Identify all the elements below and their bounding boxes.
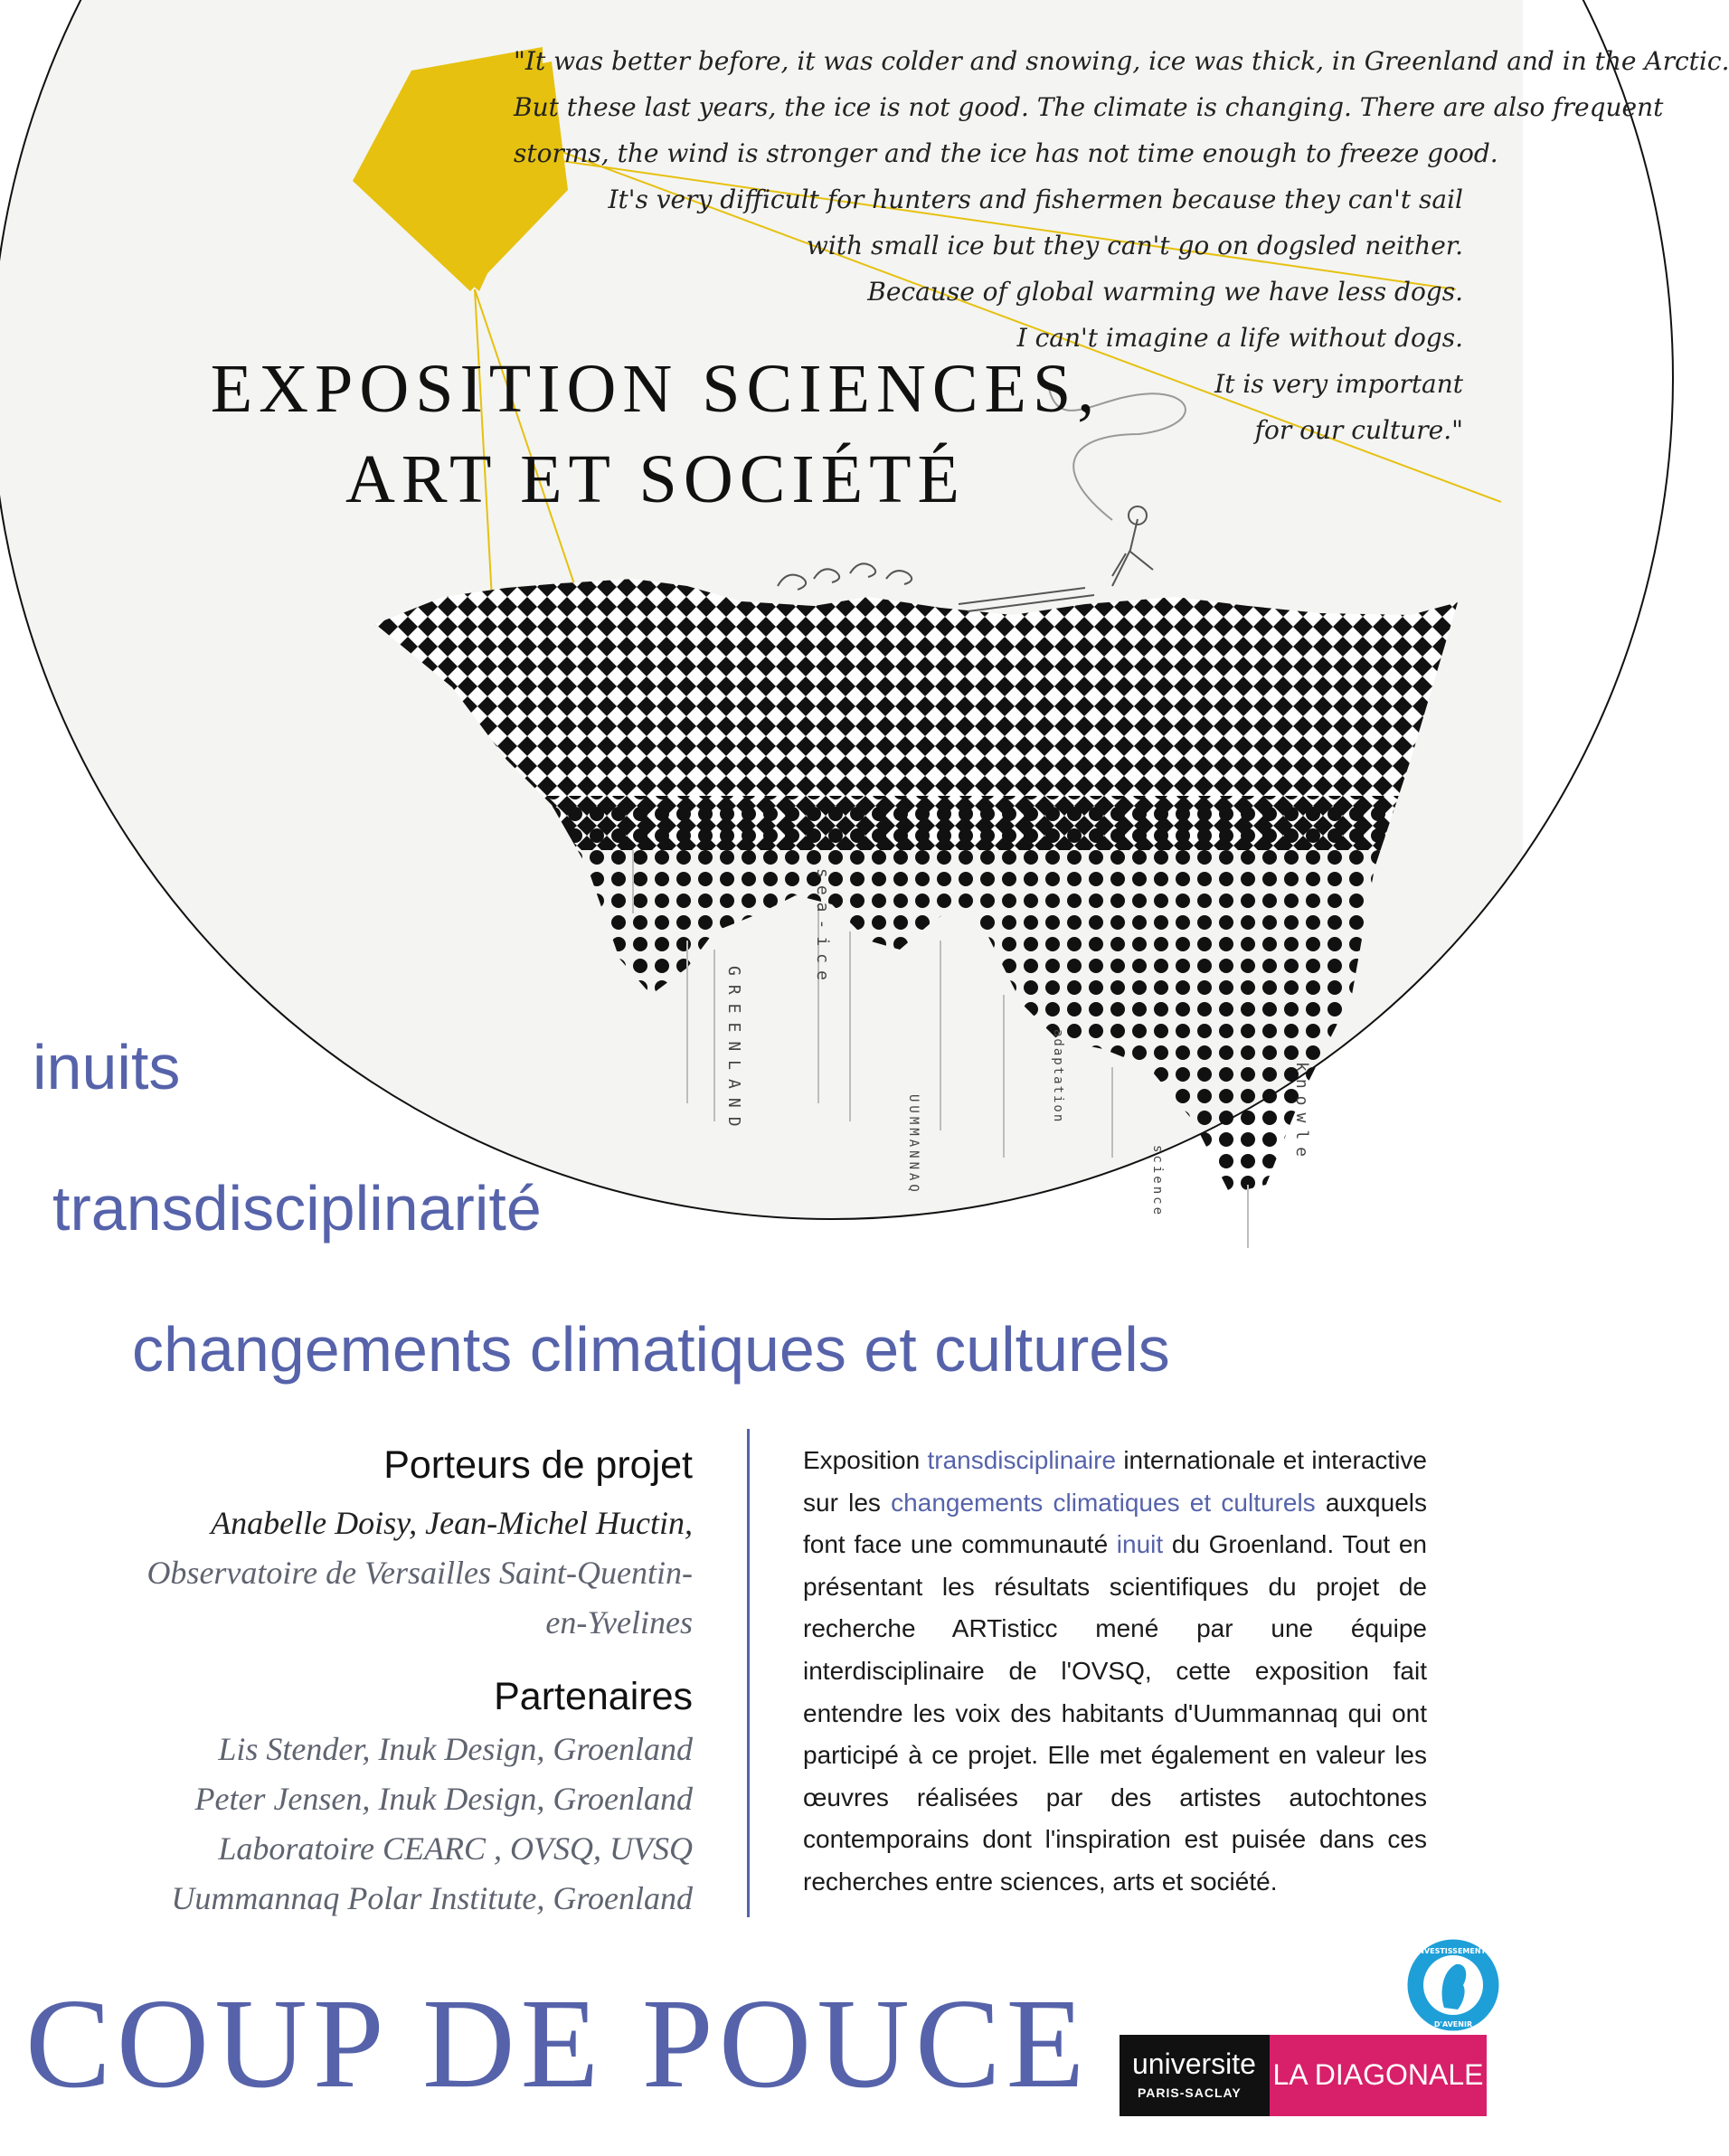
label-sea-ice: sea-ice bbox=[813, 868, 832, 988]
porteurs-org-line1: Observatoire de Versailles Saint-Quentin- bbox=[146, 1555, 693, 1591]
label-science: science bbox=[1150, 1145, 1165, 1218]
keyword-inuits: inuits bbox=[33, 1032, 181, 1102]
quote-line: storms, the wind is stronger and the ice has not time enough to freeze good. bbox=[514, 138, 1498, 168]
universite-paris-saclay-logo bbox=[1120, 2035, 1270, 2116]
universite-text: universite bbox=[1132, 2047, 1256, 2080]
description-paragraph bbox=[803, 1440, 1427, 1904]
quote-line: It's very difficult for hunters and fishermen because they can't sail bbox=[608, 184, 1463, 214]
label-uummannaq: UUMMANNAQ bbox=[906, 1094, 921, 1196]
diagonale-text: LA DIAGONALE bbox=[1272, 2058, 1484, 2091]
porteurs-names: Anabelle Doisy, Jean-Michel Huctin, bbox=[211, 1505, 693, 1541]
partenaire-item: Uummannaq Polar Institute, Groenland bbox=[171, 1880, 693, 1916]
porteurs-heading: Porteurs de projet bbox=[383, 1443, 693, 1487]
quote-line: But these last years, the ice is not good. The climate is changing. There are also frequent bbox=[514, 92, 1664, 122]
keyword-transdisciplinarite: transdisciplinarité bbox=[52, 1173, 542, 1243]
desc-text: du Groenland. Tout en présentant les résultats scientifiques du projet de recherche ARTisticc mené par une équipe interdisciplinaire de l'OVSQ, cette exposition fait entendre les voix des habitants d'Uummannaq qui ont participé à ce projet. Elle met également en valeur les œuvres réalisées par des artistes autochtones contemporains dont l'inspiration est puisée dans ces recherches entre sciences, arts et société. bbox=[803, 1530, 1427, 1896]
column-divider bbox=[747, 1429, 750, 1917]
quote-line: for our culture." bbox=[1254, 415, 1463, 445]
partenaires-section bbox=[42, 1675, 693, 1924]
keyword-changements: changements climatiques et culturels bbox=[132, 1314, 1170, 1385]
label-adaptation: adaptation bbox=[1051, 1029, 1065, 1124]
label-knowle: knowle bbox=[1292, 1062, 1311, 1165]
title-line-1: EXPOSITION SCIENCES, bbox=[210, 351, 1101, 427]
porteurs-org-line2: en-Yvelines bbox=[545, 1604, 693, 1641]
la-diagonale-logo bbox=[1270, 2035, 1487, 2116]
partenaires-heading: Partenaires bbox=[494, 1675, 693, 1718]
desc-text: internationale et interactive sur les bbox=[803, 1446, 1427, 1517]
ia-top-text: INVESTISSEMENTS bbox=[1415, 1947, 1491, 1955]
quote-line: It is very important bbox=[1214, 369, 1463, 399]
label-greenland: GREENLAND bbox=[724, 966, 743, 1136]
quote-line: Because of global warming we have less dogs. bbox=[867, 277, 1463, 307]
desc-highlight-transdisciplinaire: transdisciplinaire bbox=[927, 1446, 1117, 1474]
quote-line: I can't imagine a life without dogs. bbox=[1016, 323, 1463, 353]
quote-line: with small ice but they can't go on dogsled neither. bbox=[806, 231, 1463, 260]
title-line-2: ART ET SOCIÉTÉ bbox=[345, 441, 966, 517]
investissements-avenir-logo bbox=[1403, 1935, 1503, 2035]
desc-highlight-inuit: inuit bbox=[1116, 1530, 1164, 1559]
desc-text: Exposition bbox=[803, 1446, 928, 1474]
partenaire-item: Laboratoire CEARC , OVSQ, UVSQ bbox=[218, 1830, 693, 1867]
paris-saclay-text: PARIS-SACLAY bbox=[1138, 2085, 1242, 2100]
partenaire-item: Peter Jensen, Inuk Design, Groenland bbox=[194, 1781, 693, 1817]
partenaire-item: Lis Stender, Inuk Design, Groenland bbox=[218, 1731, 693, 1767]
exhibition-title bbox=[109, 344, 1203, 525]
quote-line: "It was better before, it was colder and snowing, ice was thick, in Greenland and in the Arctic. bbox=[514, 46, 1729, 76]
ia-bottom-text: D'AVENIR bbox=[1433, 2020, 1473, 2028]
porteurs-section bbox=[42, 1443, 693, 1648]
desc-highlight-changements: changements climatiques et culturels bbox=[891, 1488, 1316, 1517]
desc-text: auxquels font face une communauté bbox=[803, 1488, 1427, 1559]
coup-de-pouce-banner: COUP DE POUCE bbox=[25, 1972, 1091, 2114]
